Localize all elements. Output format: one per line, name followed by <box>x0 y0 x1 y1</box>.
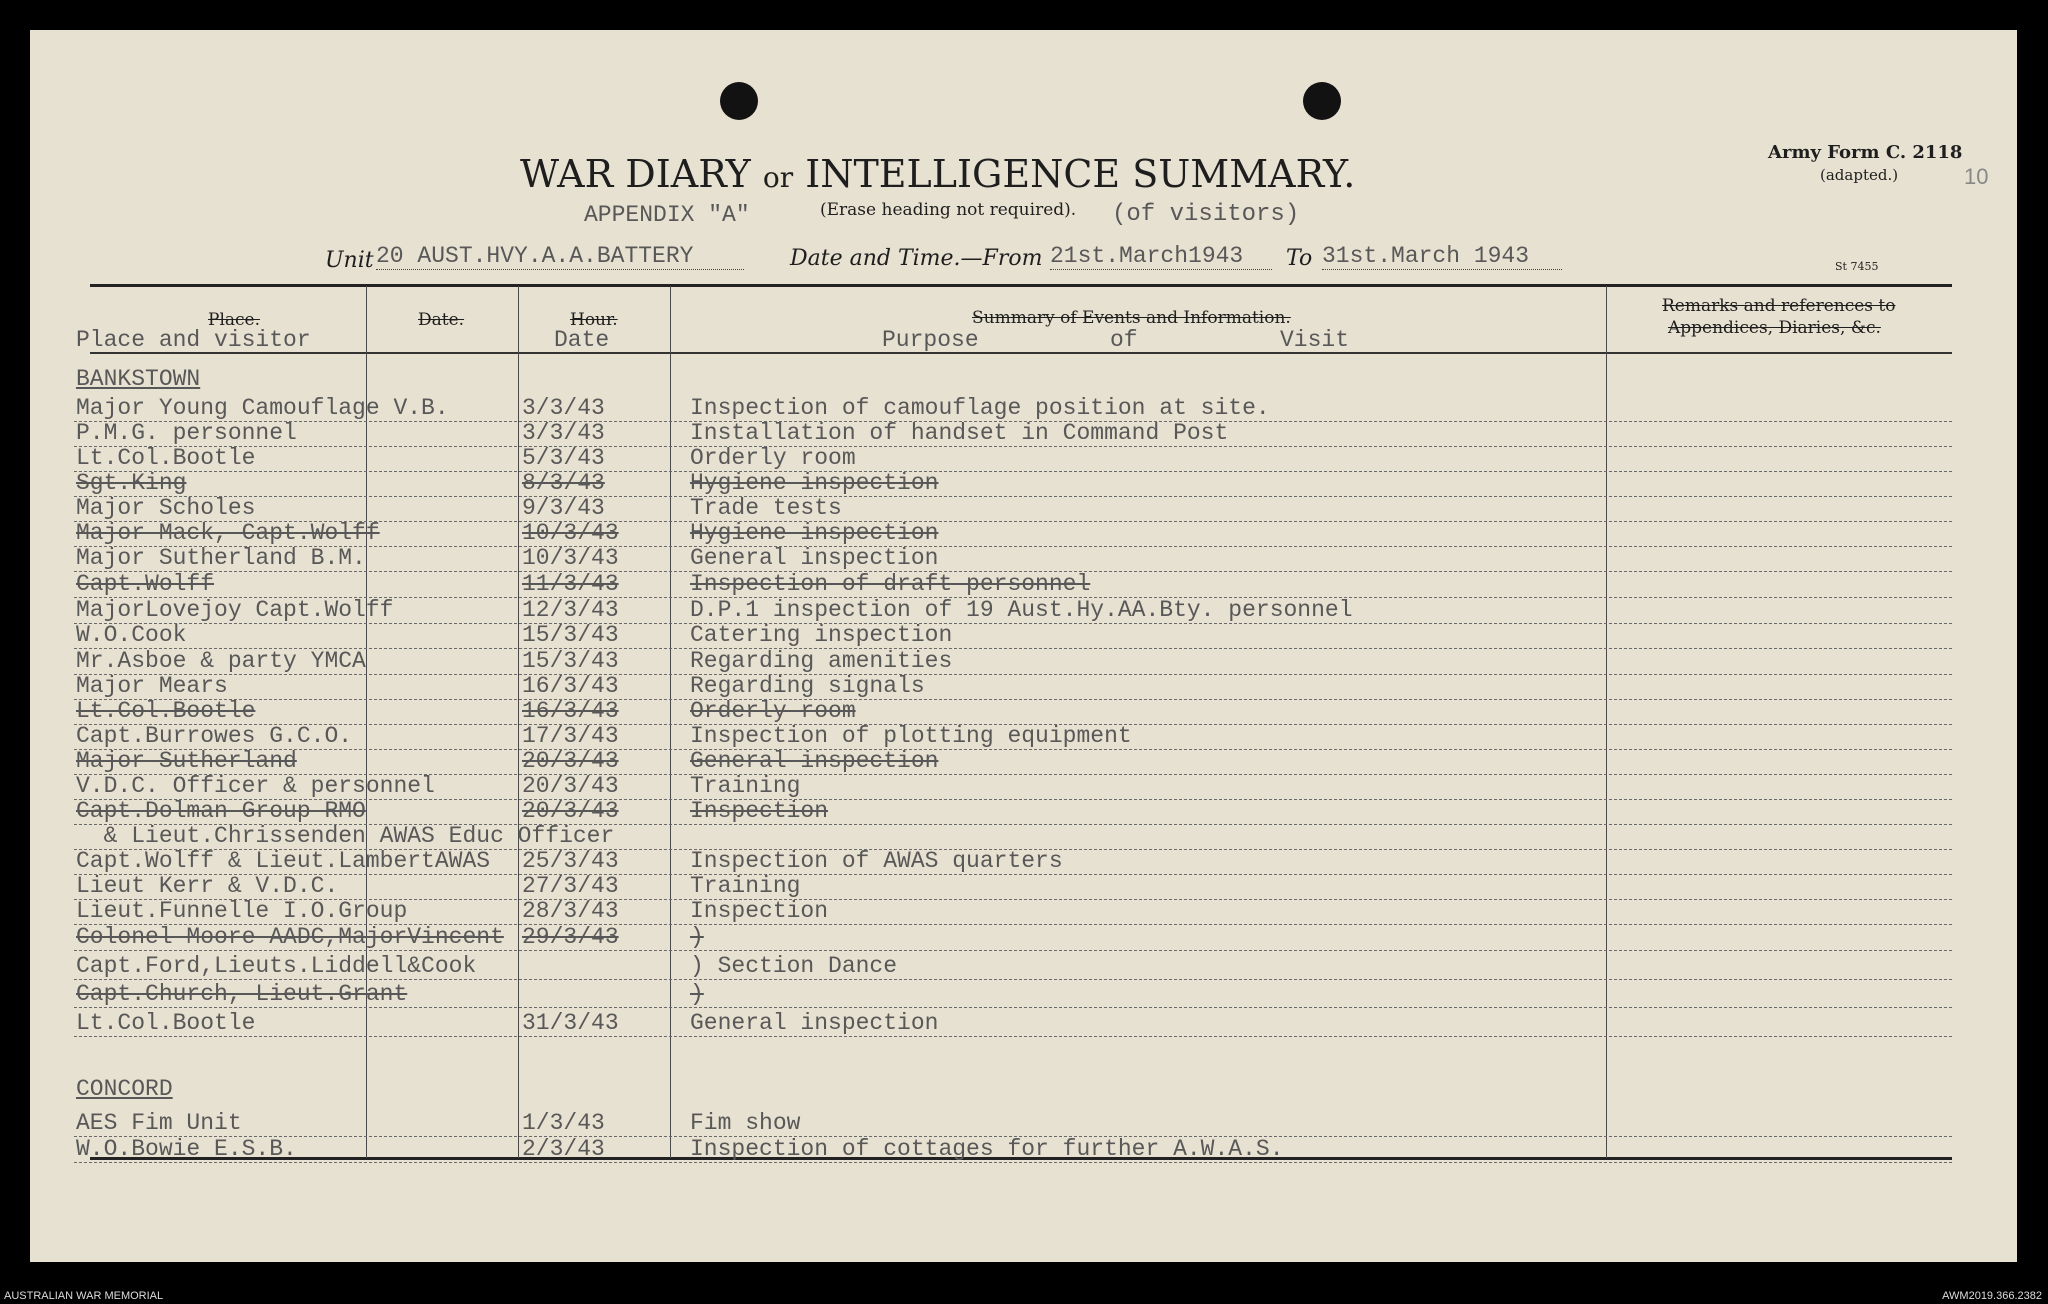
date-cell: 25/3/43 <box>522 848 619 874</box>
purpose-cell: Hygiene inspection <box>690 470 939 496</box>
remarks-header-line2: Appendices, Diaries, &c. <box>1668 318 1881 338</box>
purpose-cell: Orderly room <box>690 445 856 471</box>
visitor-cell: & Lieut.Chrissenden AWAS Educ Officer <box>76 823 615 849</box>
column-divider <box>1606 286 1607 1158</box>
date-cell: 10/3/43 <box>522 545 619 571</box>
date-cell: 3/3/43 <box>522 395 605 421</box>
erase-note: (Erase heading not required). <box>820 200 1077 220</box>
date-cell: 12/3/43 <box>522 597 619 623</box>
header-bottom-rule <box>90 352 1952 354</box>
form-title: WAR DIARY or INTELLIGENCE SUMMARY. <box>520 152 1356 196</box>
visitor-cell: Colonel Moore AADC,MajorVincent <box>76 924 504 950</box>
summary-printed-header: Summary of Events and Information. <box>972 308 1291 328</box>
date-cell: 27/3/43 <box>522 873 619 899</box>
purpose-cell: Regarding amenities <box>690 648 953 674</box>
visitor-cell: MajorLovejoy Capt.Wolff <box>76 597 394 623</box>
date-cell: 8/3/43 <box>522 470 605 496</box>
purpose-cell: Catering inspection <box>690 622 953 648</box>
purpose-cell: Orderly room <box>690 698 856 724</box>
date-cell: 17/3/43 <box>522 723 619 749</box>
date-cell: 3/3/43 <box>522 420 605 446</box>
footer-source: AUSTRALIAN WAR MEMORIAL <box>4 1290 164 1302</box>
punch-hole <box>720 82 758 120</box>
row-ruling <box>74 674 1952 675</box>
to-date: 31st.March 1943 <box>1322 243 1562 270</box>
date-cell: 1/3/43 <box>522 1110 605 1136</box>
purpose-cell: Trade tests <box>690 495 842 521</box>
visitor-cell: Sgt.King <box>76 470 187 496</box>
section-heading: CONCORD <box>76 1076 173 1102</box>
date-cell: 20/3/43 <box>522 748 619 774</box>
visitor-cell: Capt.Wolff & Lieut.LambertAWAS <box>76 848 491 874</box>
date-printed-header: Date. <box>418 310 465 330</box>
date-cell: 2/3/43 <box>522 1136 605 1162</box>
purpose-cell: Inspection <box>690 798 829 824</box>
remarks-header-line1: Remarks and references to <box>1662 296 1896 316</box>
purpose-cell: D.P.1 inspection of 19 Aust.Hy.AA.Bty. personnel <box>690 597 1353 623</box>
row-ruling <box>74 446 1952 447</box>
punch-hole <box>1303 82 1341 120</box>
date-cell: 16/3/43 <box>522 673 619 699</box>
purpose-cell: Inspection of plotting equipment <box>690 723 1132 749</box>
footer-reference: AWM2019.366.2382 <box>1942 1290 2042 1302</box>
print-code: St 7455 <box>1835 260 1879 273</box>
row-ruling <box>74 496 1952 497</box>
row-ruling <box>74 749 1952 750</box>
date-cell: 9/3/43 <box>522 495 605 521</box>
date-cell: 16/3/43 <box>522 698 619 724</box>
visitor-cell: AES Fim Unit <box>76 1110 242 1136</box>
date-cell: 29/3/43 <box>522 924 619 950</box>
row-ruling <box>74 950 1952 951</box>
visitor-cell: Mr.Asboe & party YMCA <box>76 648 366 674</box>
purpose-cell: General inspection <box>690 1010 939 1036</box>
visitor-cell: P.M.G. personnel <box>76 420 297 446</box>
purpose-cell: Training <box>690 773 801 799</box>
row-ruling <box>74 623 1952 624</box>
column-divider <box>670 286 671 1158</box>
visitor-cell: Lt.Col.Bootle <box>76 698 256 724</box>
section-heading: BANKSTOWN <box>76 366 201 392</box>
date-cell: 31/3/43 <box>522 1010 619 1036</box>
army-form-number: Army Form C. 2118 <box>1768 142 1963 163</box>
row-ruling <box>74 1007 1952 1008</box>
table-top-rule <box>90 284 1952 287</box>
appendix-label: APPENDIX "A" <box>584 202 750 228</box>
purpose-cell: Inspection of cottages for further A.W.A.S. <box>690 1136 1284 1162</box>
date-cell: 28/3/43 <box>522 898 619 924</box>
purpose-cell: ) Section Dance <box>690 953 898 979</box>
date-cell: 5/3/43 <box>522 445 605 471</box>
date-cell: 15/3/43 <box>522 648 619 674</box>
visitor-cell: Lieut Kerr & V.D.C. <box>76 873 339 899</box>
row-ruling <box>74 1036 1952 1037</box>
visitor-cell: W.O.Cook <box>76 622 187 648</box>
purpose-cell: Training <box>690 873 801 899</box>
visitor-cell: Lt.Col.Bootle <box>76 445 256 471</box>
row-ruling <box>74 979 1952 980</box>
date-cell: 15/3/43 <box>522 622 619 648</box>
visitor-cell: Capt.Wolff <box>76 571 215 597</box>
place-typed-header: Place and visitor <box>76 327 311 353</box>
unit-label: Unit <box>325 248 374 273</box>
date-cell: 10/3/43 <box>522 520 619 546</box>
purpose-cell: Regarding signals <box>690 673 925 699</box>
of-typed-header: of <box>1110 327 1138 353</box>
date-cell: 20/3/43 <box>522 798 619 824</box>
visitor-cell: Capt.Church, Lieut.Grant <box>76 981 408 1007</box>
visitor-cell: Major Sutherland B.M. <box>76 545 366 571</box>
hour-typed-header: Date <box>554 327 610 353</box>
column-divider <box>518 286 519 1158</box>
visitor-cell: Major Sutherland <box>76 748 297 774</box>
date-cell: 20/3/43 <box>522 773 619 799</box>
purpose-cell: Inspection of AWAS quarters <box>690 848 1063 874</box>
row-ruling <box>74 699 1952 700</box>
of-visitors-label: (of visitors) <box>1112 201 1300 228</box>
date-cell: 11/3/43 <box>522 571 619 597</box>
visitor-cell: Capt.Ford,Lieuts.Liddell&Cook <box>76 953 477 979</box>
visitor-cell: V.D.C. Officer & personnel <box>76 773 435 799</box>
visitor-cell: Major Scholes <box>76 495 256 521</box>
purpose-cell: Inspection of draft personnel <box>690 571 1091 597</box>
visitor-cell: Capt.Burrowes G.C.O. <box>76 723 353 749</box>
adapted-label: (adapted.) <box>1820 166 1899 184</box>
purpose-cell: General inspection <box>690 545 939 571</box>
purpose-cell: ) <box>690 981 704 1007</box>
page-number: 10 <box>1964 164 1989 189</box>
visitor-cell: Major Young Camouflage V.B. <box>76 395 449 421</box>
row-ruling <box>74 471 1952 472</box>
purpose-typed-header: Purpose <box>882 327 979 353</box>
from-date: 21st.March1943 <box>1050 243 1272 270</box>
row-ruling <box>74 874 1952 875</box>
visitor-cell: W.O.Bowie E.S.B. <box>76 1136 297 1162</box>
unit-value: 20 AUST.HVY.A.A.BATTERY <box>376 243 744 270</box>
visitor-cell: Major Mears <box>76 673 228 699</box>
visit-typed-header: Visit <box>1280 327 1350 353</box>
date-label: Date and Time.—From <box>790 246 1043 271</box>
hour-printed-header: Hour. <box>570 310 618 330</box>
place-printed-header: Place. <box>208 310 260 330</box>
visitor-cell: Capt.Dolman Group RMO <box>76 798 366 824</box>
purpose-cell: Fim show <box>690 1110 801 1136</box>
purpose-cell: Installation of handset in Command Post <box>690 420 1229 446</box>
visitor-cell: Lieut.Funnelle I.O.Group <box>76 898 408 924</box>
purpose-cell: Inspection of camouflage position at site. <box>690 395 1270 421</box>
purpose-cell: Inspection <box>690 898 829 924</box>
purpose-cell: Hygiene inspection <box>690 520 939 546</box>
to-label: To <box>1286 246 1313 271</box>
purpose-cell: General inspection <box>690 748 939 774</box>
purpose-cell: ) <box>690 924 704 950</box>
row-ruling <box>74 1162 1952 1163</box>
visitor-cell: Major Mack, Capt.Wolff <box>76 520 380 546</box>
visitor-cell: Lt.Col.Bootle <box>76 1010 256 1036</box>
